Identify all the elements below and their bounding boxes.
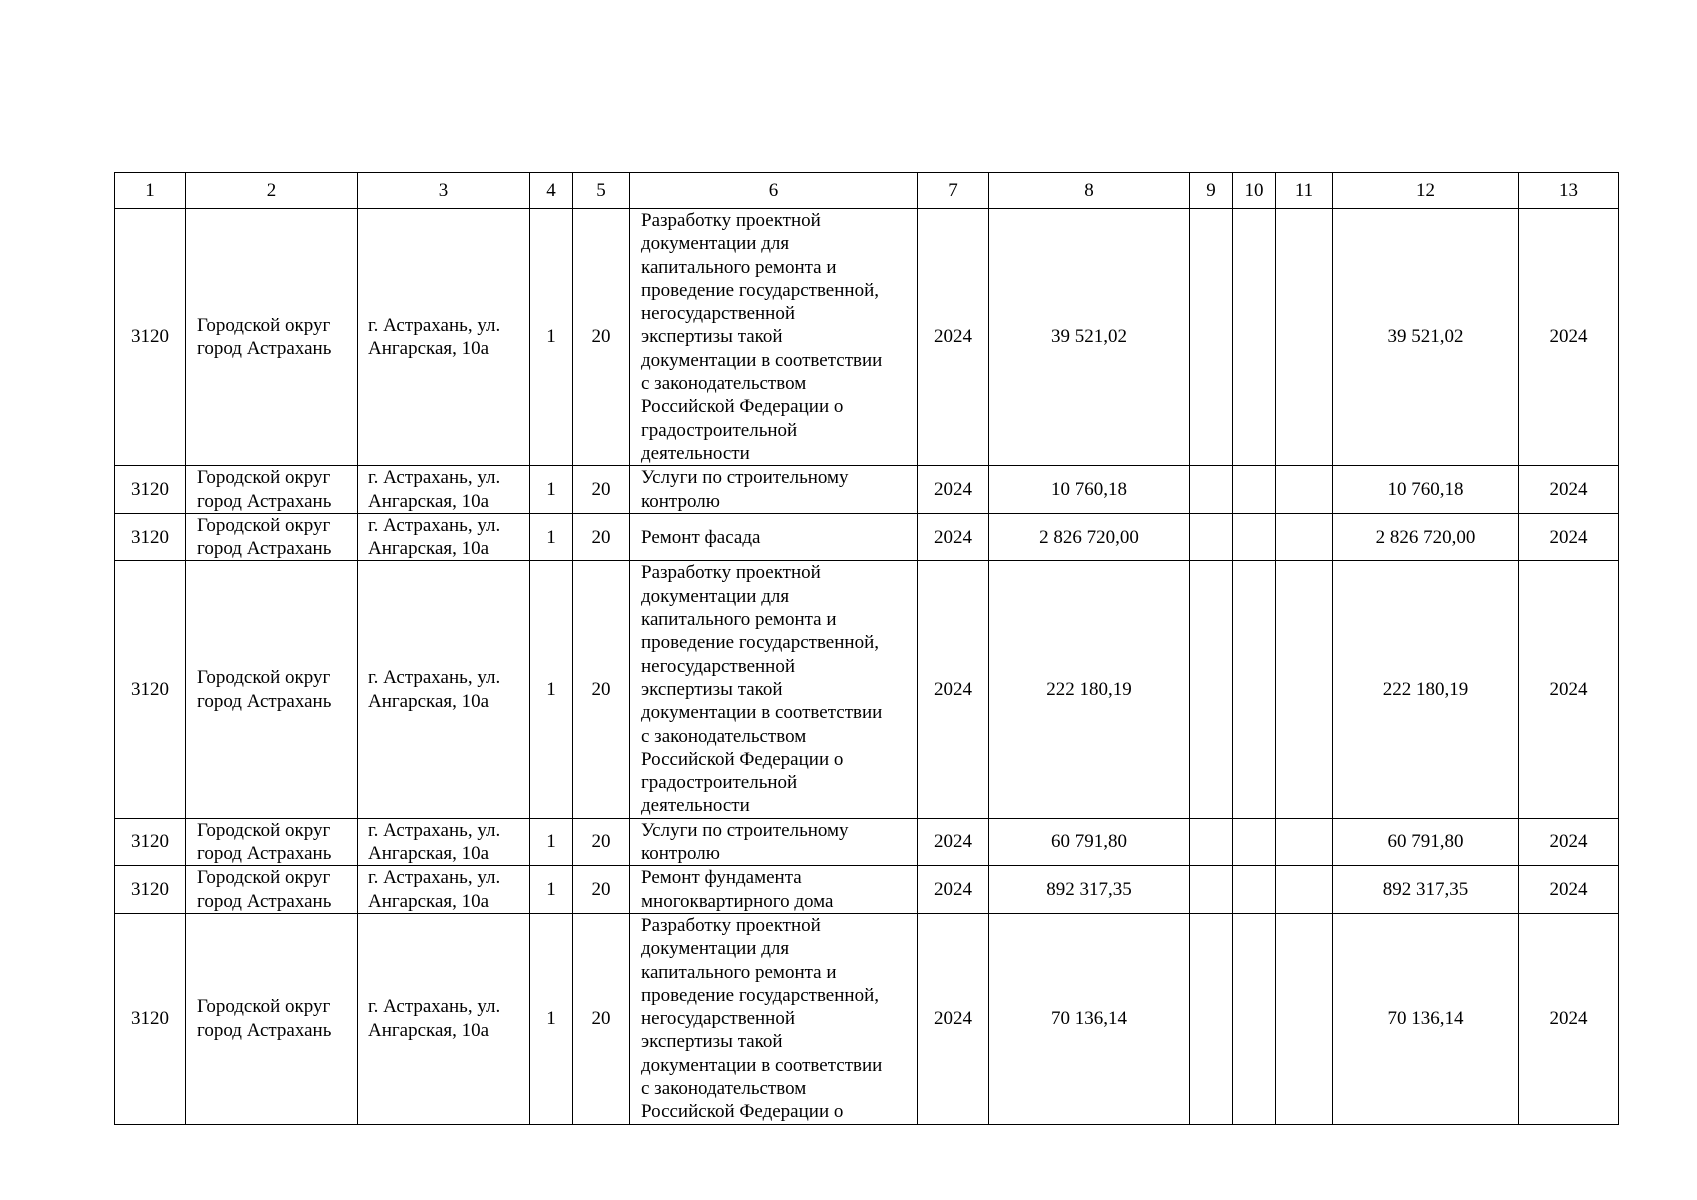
- column-number: 1: [115, 173, 186, 209]
- cell-address: [358, 866, 530, 914]
- column-number-row: [115, 173, 1619, 209]
- cell-year: 2024: [918, 866, 989, 914]
- cell-cost: 2 826 720,00: [989, 513, 1190, 561]
- cell-col9: [1190, 209, 1233, 466]
- cell-cost: 60 791,80: [989, 818, 1190, 866]
- cell-municipality: [186, 913, 358, 1124]
- cell-work-type: [630, 561, 918, 818]
- cell-col10: [1233, 818, 1276, 866]
- cell-work-type-text: Услуги по строительному контролю: [641, 467, 849, 512]
- cell-work-type: [630, 513, 918, 561]
- column-number: 2: [186, 173, 358, 209]
- cell-col9: [1190, 866, 1233, 914]
- cell-work-type: [630, 466, 918, 514]
- cell-completion-year: 2024: [1519, 209, 1619, 466]
- cell-municipality: [186, 209, 358, 466]
- cell-col5: 20: [573, 513, 630, 561]
- cell-address-text: г. Астрахань, ул. Ангарская, 10а: [368, 867, 501, 912]
- cell-completion-year: 2024: [1519, 466, 1619, 514]
- cell-municipality-text: Городской округ город Астрахань: [197, 996, 332, 1041]
- column-number: 8: [989, 173, 1190, 209]
- cell-address-text: г. Астрахань, ул. Ангарская, 10а: [368, 819, 501, 865]
- cell-address: [358, 513, 530, 561]
- cell-work-type-text: Услуги по строительному контролю: [641, 819, 849, 865]
- cell-address: [358, 913, 530, 1124]
- cell-col10: [1233, 209, 1276, 466]
- cell-col4: 1: [530, 913, 573, 1124]
- cell-year: 2024: [918, 209, 989, 466]
- cell-col10: [1233, 913, 1276, 1124]
- cell-col9: [1190, 513, 1233, 561]
- cell-col9: [1190, 913, 1233, 1124]
- cell-municipality: [186, 818, 358, 866]
- cell-col5: 20: [573, 466, 630, 514]
- table-row: [115, 818, 1619, 866]
- cell-col5: 20: [573, 866, 630, 914]
- cell-col11: [1276, 913, 1333, 1124]
- cell-col5: 20: [573, 913, 630, 1124]
- cell-address: [358, 466, 530, 514]
- cell-number: 3120: [115, 913, 186, 1124]
- table-row: [115, 513, 1619, 561]
- cell-address-text: г. Астрахань, ул. Ангарская, 10а: [368, 514, 501, 560]
- cell-work-type: [630, 818, 918, 866]
- cell-address: [358, 561, 530, 818]
- cell-completion-year: 2024: [1519, 913, 1619, 1124]
- cell-col5: 20: [573, 561, 630, 818]
- cell-year: 2024: [918, 466, 989, 514]
- cell-col4: 1: [530, 466, 573, 514]
- cell-col10: [1233, 561, 1276, 818]
- cell-address-text: г. Астрахань, ул. Ангарская, 10а: [368, 667, 501, 712]
- column-number: 11: [1276, 173, 1333, 209]
- cell-col11: [1276, 209, 1333, 466]
- cell-number: 3120: [115, 866, 186, 914]
- cell-col11: [1276, 466, 1333, 514]
- column-number: 12: [1333, 173, 1519, 209]
- cell-number: 3120: [115, 513, 186, 561]
- table-row: [115, 561, 1619, 818]
- column-number: 7: [918, 173, 989, 209]
- cell-number: 3120: [115, 209, 186, 466]
- cell-col5: 20: [573, 818, 630, 866]
- column-number: 13: [1519, 173, 1619, 209]
- table-row: [115, 866, 1619, 914]
- cell-work-type-text: Ремонт фундамента многоквартирного дома: [641, 867, 834, 912]
- cell-col9: [1190, 466, 1233, 514]
- cell-cost: 222 180,19: [989, 561, 1190, 818]
- cell-cost: 39 521,02: [989, 209, 1190, 466]
- cell-municipality-text: Городской округ город Астрахань: [197, 819, 332, 865]
- cell-address-text: г. Астрахань, ул. Ангарская, 10а: [368, 467, 501, 512]
- cell-total-cost: 60 791,80: [1333, 818, 1519, 866]
- cell-work-type-text: Разработку проектной документации для капитального ремонта и проведение государственной, негосударственной экспертизы такой документации в соответствии с законодательством Российской Федерации о градостроительной деятельности: [641, 210, 883, 464]
- cell-address: [358, 818, 530, 866]
- cell-col11: [1276, 561, 1333, 818]
- cell-col4: 1: [530, 818, 573, 866]
- cell-completion-year: 2024: [1519, 866, 1619, 914]
- table-row: [115, 209, 1619, 466]
- cell-municipality-text: Городской округ город Астрахань: [197, 314, 332, 360]
- cell-completion-year: 2024: [1519, 561, 1619, 818]
- cell-address: [358, 209, 530, 466]
- cell-number: 3120: [115, 466, 186, 514]
- table-body: [115, 173, 1619, 1125]
- column-number: 5: [573, 173, 630, 209]
- cell-col4: 1: [530, 561, 573, 818]
- cell-municipality-text: Городской округ город Астрахань: [197, 467, 332, 512]
- table-row: [115, 913, 1619, 1124]
- cell-col10: [1233, 466, 1276, 514]
- cell-col9: [1190, 561, 1233, 818]
- cell-work-type-text: Разработку проектной документации для капитального ремонта и проведение государственной, негосударственной экспертизы такой документации в соответствии с законодательством Российской Федерации о: [641, 914, 883, 1123]
- cell-address-text: г. Астрахань, ул. Ангарская, 10а: [368, 996, 501, 1041]
- column-number: 4: [530, 173, 573, 209]
- cell-year: 2024: [918, 818, 989, 866]
- cell-cost: 10 760,18: [989, 466, 1190, 514]
- cell-col11: [1276, 866, 1333, 914]
- cell-municipality: [186, 561, 358, 818]
- cell-work-type-text: Ремонт фасада: [641, 526, 761, 548]
- cell-total-cost: 892 317,35: [1333, 866, 1519, 914]
- cell-total-cost: 39 521,02: [1333, 209, 1519, 466]
- cell-year: 2024: [918, 913, 989, 1124]
- cell-cost: 70 136,14: [989, 913, 1190, 1124]
- cell-number: 3120: [115, 561, 186, 818]
- column-number: 6: [630, 173, 918, 209]
- cell-municipality: [186, 866, 358, 914]
- cell-completion-year: 2024: [1519, 818, 1619, 866]
- column-number: 3: [358, 173, 530, 209]
- cell-total-cost: 10 760,18: [1333, 466, 1519, 514]
- cell-col9: [1190, 818, 1233, 866]
- cell-col10: [1233, 513, 1276, 561]
- works-table: [114, 172, 1619, 1125]
- column-number: 9: [1190, 173, 1233, 209]
- cell-col4: 1: [530, 209, 573, 466]
- cell-work-type: [630, 209, 918, 466]
- cell-col10: [1233, 866, 1276, 914]
- cell-col11: [1276, 513, 1333, 561]
- cell-year: 2024: [918, 561, 989, 818]
- cell-col11: [1276, 818, 1333, 866]
- cell-completion-year: 2024: [1519, 513, 1619, 561]
- cell-total-cost: 70 136,14: [1333, 913, 1519, 1124]
- cell-work-type-text: Разработку проектной документации для капитального ремонта и проведение государственной, негосударственной экспертизы такой документации в соответствии с законодательством Российской Федерации о градостроительной деятельности: [641, 562, 883, 817]
- cell-municipality-text: Городской округ город Астрахань: [197, 867, 332, 912]
- cell-year: 2024: [918, 513, 989, 561]
- cell-work-type: [630, 913, 918, 1124]
- column-number: 10: [1233, 173, 1276, 209]
- cell-total-cost: 222 180,19: [1333, 561, 1519, 818]
- cell-cost: 892 317,35: [989, 866, 1190, 914]
- cell-col4: 1: [530, 513, 573, 561]
- cell-address-text: г. Астрахань, ул. Ангарская, 10а: [368, 314, 501, 360]
- cell-municipality: [186, 466, 358, 514]
- cell-total-cost: 2 826 720,00: [1333, 513, 1519, 561]
- cell-municipality-text: Городской округ город Астрахань: [197, 514, 332, 560]
- cell-number: 3120: [115, 818, 186, 866]
- cell-col4: 1: [530, 866, 573, 914]
- cell-work-type: [630, 866, 918, 914]
- cell-municipality: [186, 513, 358, 561]
- cell-col5: 20: [573, 209, 630, 466]
- cell-municipality-text: Городской округ город Астрахань: [197, 667, 332, 712]
- table-row: [115, 466, 1619, 514]
